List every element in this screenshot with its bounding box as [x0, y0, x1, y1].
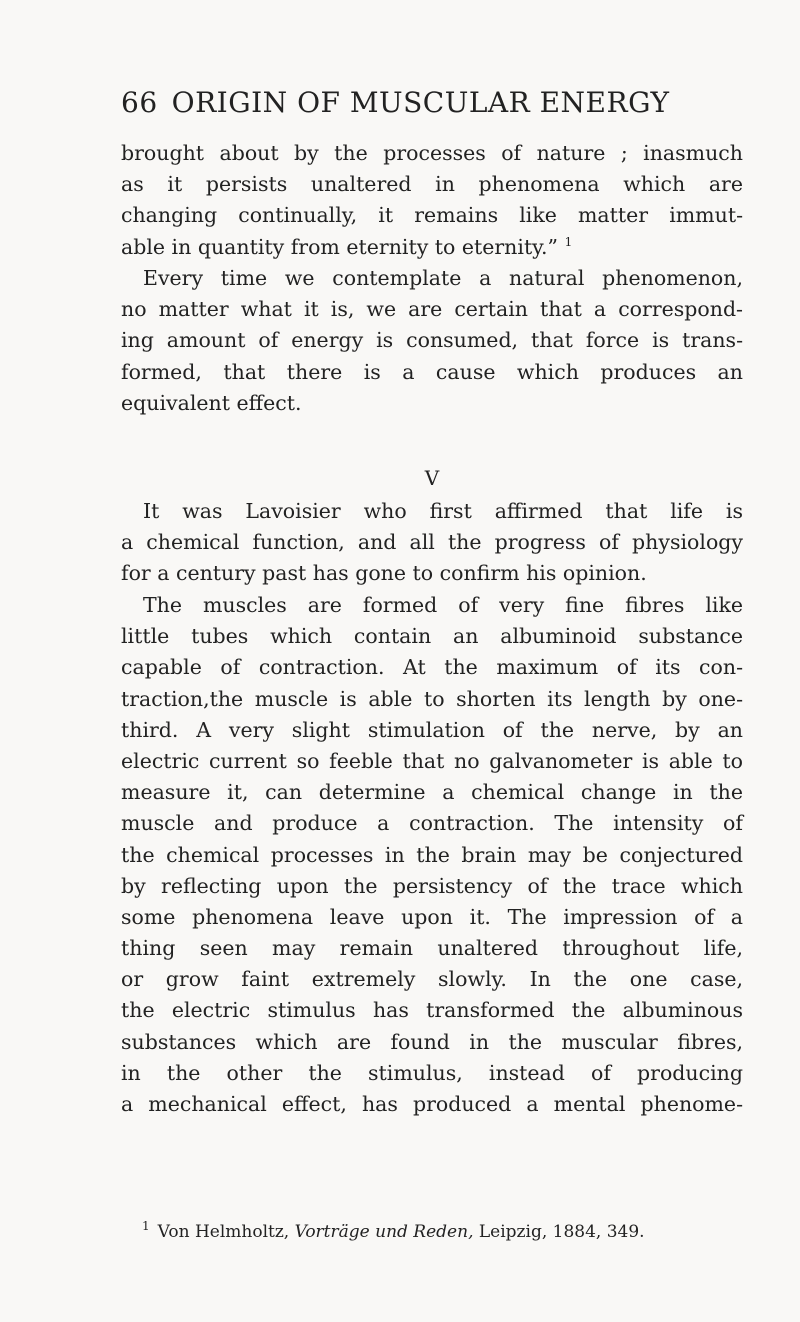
text-line: or grow faint extremely slowly. In the one case,	[121, 967, 743, 992]
text-line: measure it, can determine a chemical change in the	[121, 780, 743, 805]
text-line: capable of contraction. At the maximum of its con-	[121, 655, 743, 680]
text-line: The muscles are formed of very fine fibres like	[143, 593, 743, 617]
text-line: equivalent effect.	[121, 390, 302, 415]
text-line: no matter what it is, we are certain that a correspond-	[121, 297, 743, 322]
footnote-author: Von Helmholtz,	[157, 1222, 290, 1242]
text-line: Every time we contemplate a natural phenomenon,	[143, 266, 743, 290]
paragraph-1	[121, 138, 743, 263]
text-line: electric current so feeble that no galvanometer is able to	[121, 748, 743, 773]
text-line: the electric stimulus has transformed the albuminous	[121, 998, 743, 1023]
text-line: thing seen may remain unaltered throughout life,	[121, 936, 743, 961]
footnote-mark: 1	[142, 1219, 150, 1234]
text-line: as it persists unaltered in phenomena which are	[121, 172, 743, 197]
text-line: formed, that there is a cause which produces an	[121, 359, 743, 384]
text-line: by reflecting upon the persistency of the trace which	[121, 873, 743, 898]
running-title: ORIGIN OF MUSCULAR ENERGY	[171, 86, 670, 119]
page-number: 66	[121, 86, 158, 119]
text-line: little tubes which contain an albuminoid substance	[121, 624, 743, 649]
paragraph-3	[121, 496, 743, 590]
text-line: ing amount of energy is consumed, that force is trans-	[121, 328, 743, 353]
section-heading: V	[424, 466, 440, 490]
text-line: some phenomena leave upon it. The impression of a	[121, 904, 743, 929]
footnote-work-title: Vorträge und Reden,	[294, 1222, 474, 1242]
text-line: for a century past has gone to confirm his opinion.	[121, 561, 647, 586]
text-line: a chemical function, and all the progress of physiology	[121, 530, 743, 555]
text-line: changing continually, it remains like matter immut-	[121, 203, 743, 228]
text-line: third. A very slight stimulation of the nerve, by an	[121, 717, 743, 742]
footnote-imprint: Leipzig, 1884, 349.	[478, 1222, 645, 1242]
text-line: muscle and produce a contraction. The intensity of	[121, 811, 743, 836]
text-line: brought about by the processes of nature ; inasmuch	[121, 141, 743, 165]
text-line: the chemical processes in the brain may be conjectured	[121, 842, 743, 867]
paragraph-2	[121, 263, 743, 419]
footnote-reference: 1	[564, 234, 573, 249]
footnote	[142, 1221, 762, 1243]
text-line: able in quantity from eternity to eternity.”	[121, 234, 559, 259]
text-line-with-footnote	[121, 232, 743, 263]
text-line: substances which are found in the muscular fibres,	[121, 1029, 743, 1054]
text-line: a mechanical effect, has produced a mental phenome-	[121, 1092, 743, 1116]
paragraph-4	[121, 590, 743, 1120]
text-line: It was Lavoisier who first affirmed that life is	[143, 499, 743, 523]
running-head	[121, 86, 701, 120]
text-line: in the other the stimulus, instead of producing	[121, 1060, 743, 1085]
text-line: traction,the muscle is able to shorten its length by one-	[121, 686, 743, 711]
